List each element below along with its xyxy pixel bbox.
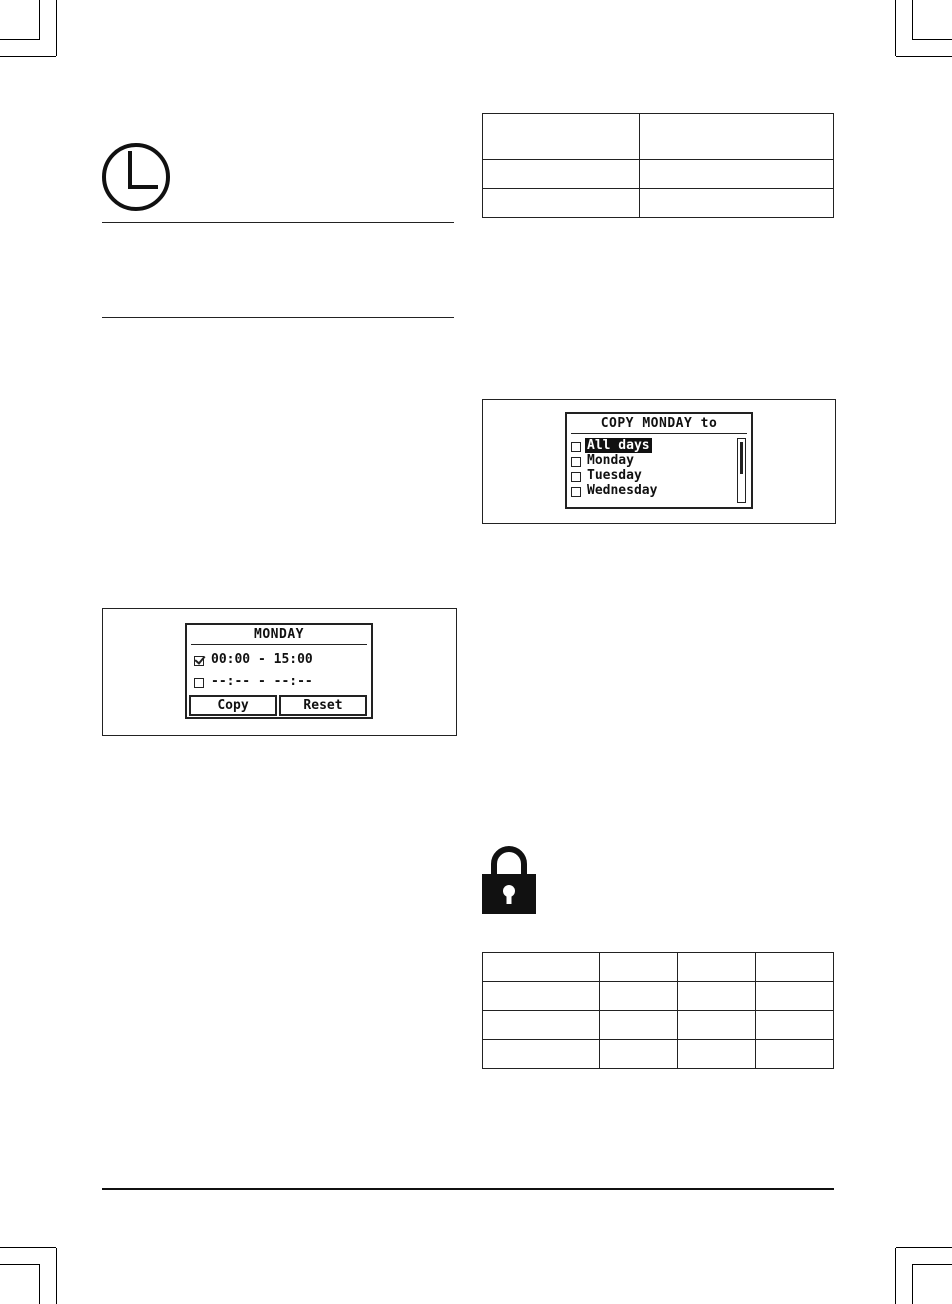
copy-item-all-days[interactable] bbox=[585, 438, 652, 453]
section-rule-bottom bbox=[102, 317, 454, 318]
monday-lcd bbox=[185, 623, 373, 719]
monday-title: MONDAY bbox=[254, 627, 304, 642]
copy-item-checkbox[interactable] bbox=[571, 487, 581, 497]
slot1-time: 00:00 - 15:00 bbox=[211, 652, 313, 667]
copy-item-monday[interactable]: Monday bbox=[587, 453, 634, 468]
scrollbar-thumb[interactable] bbox=[740, 442, 743, 474]
table-top-cell bbox=[483, 189, 640, 218]
copy-item-wednesday[interactable]: Wednesday bbox=[587, 483, 658, 498]
reset-button[interactable]: Reset bbox=[279, 695, 367, 716]
clock-icon bbox=[100, 141, 172, 213]
monday-screen-frame bbox=[102, 608, 457, 736]
table-bottom-cell bbox=[756, 1011, 834, 1040]
table-bottom-cell bbox=[483, 1011, 600, 1040]
copy-item-tuesday[interactable]: Tuesday bbox=[587, 468, 642, 483]
scrollbar[interactable] bbox=[737, 438, 746, 503]
copy-item-label: All days bbox=[587, 438, 650, 453]
table-bottom-cell bbox=[600, 953, 678, 982]
table-bottom-cell bbox=[483, 1040, 600, 1069]
table-bottom-cell bbox=[678, 1011, 756, 1040]
copy-item-checkbox[interactable] bbox=[571, 472, 581, 482]
table-top-cell bbox=[640, 114, 834, 160]
monday-title-rule bbox=[191, 644, 367, 645]
table-top-cell bbox=[483, 114, 640, 160]
table-top-cell bbox=[483, 160, 640, 189]
table-bottom-cell bbox=[483, 982, 600, 1011]
table-bottom-cell bbox=[678, 953, 756, 982]
section-rule-top bbox=[102, 222, 454, 223]
table-bottom-cell bbox=[600, 982, 678, 1011]
slot1-checkbox[interactable] bbox=[194, 656, 204, 666]
copy-title-rule bbox=[571, 433, 747, 434]
table-bottom-cell bbox=[678, 1040, 756, 1069]
table-top-cell bbox=[640, 160, 834, 189]
table-bottom-cell bbox=[483, 953, 600, 982]
slot2-checkbox[interactable] bbox=[194, 678, 204, 688]
table-bottom-cell bbox=[756, 982, 834, 1011]
table-bottom-cell bbox=[678, 982, 756, 1011]
copy-screen-frame bbox=[482, 399, 836, 524]
copy-title: COPY MONDAY to bbox=[600, 416, 718, 431]
slot2-time: --:-- - --:-- bbox=[211, 674, 313, 689]
table-bottom bbox=[482, 952, 834, 1069]
table-bottom-cell bbox=[600, 1011, 678, 1040]
footer-rule bbox=[102, 1188, 834, 1190]
copy-item-checkbox[interactable] bbox=[571, 442, 581, 452]
copy-item-checkbox[interactable] bbox=[571, 457, 581, 467]
table-top-cell bbox=[640, 189, 834, 218]
table-bottom-cell bbox=[756, 1040, 834, 1069]
copy-button[interactable]: Copy bbox=[189, 695, 277, 716]
table-bottom-cell bbox=[600, 1040, 678, 1069]
table-bottom-cell bbox=[756, 953, 834, 982]
copy-lcd bbox=[565, 412, 753, 509]
table-top bbox=[482, 113, 834, 218]
padlock-icon bbox=[482, 846, 536, 914]
